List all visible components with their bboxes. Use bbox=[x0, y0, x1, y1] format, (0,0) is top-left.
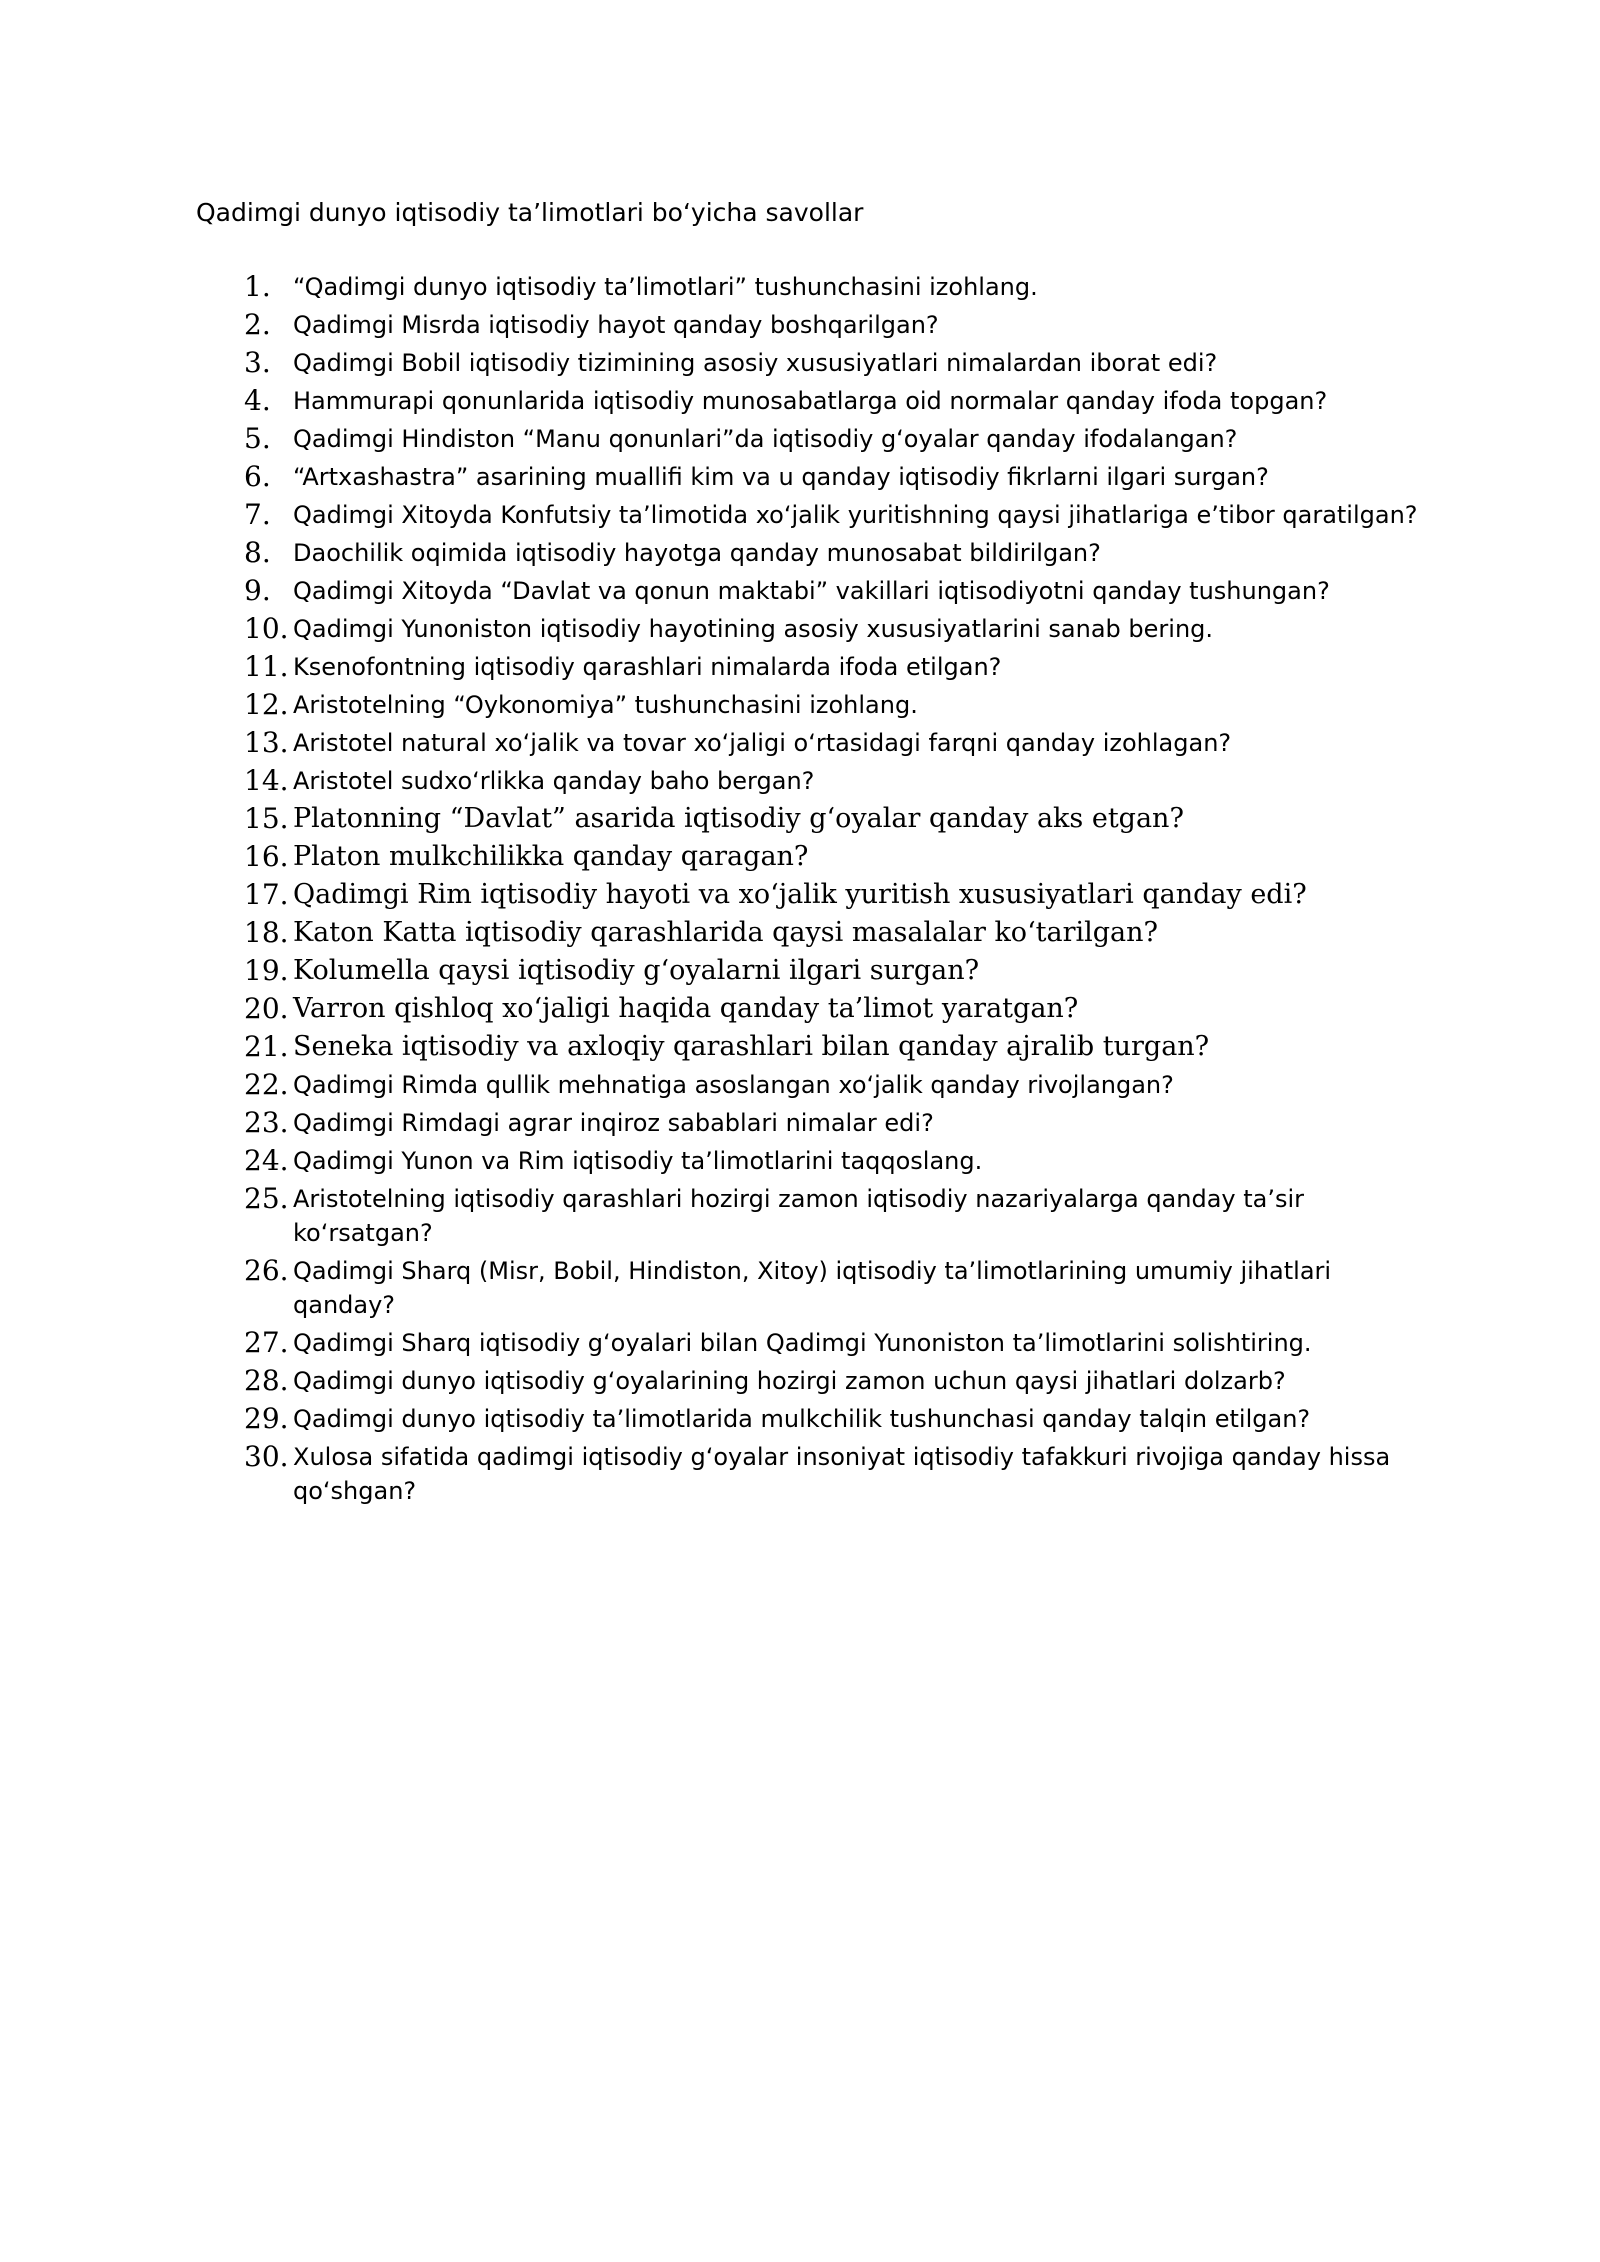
question-number: 15. bbox=[244, 802, 289, 835]
question-number: 26. bbox=[244, 1254, 289, 1287]
question-item bbox=[0, 1326, 1600, 1360]
question-text: Qadimgi Xitoyda Konfutsiy ta’limotida xo‘jalik yuritishning qaysi jihatlariga e’tibor qaratilgan? bbox=[293, 501, 1418, 529]
question-item bbox=[0, 764, 1600, 798]
question-text: Platon mulkchilikka qanday qaragan? bbox=[293, 841, 809, 872]
question-item bbox=[0, 1106, 1600, 1140]
question-text: Ksenofontning iqtisodiy qarashlari nimalarda ifoda etilgan? bbox=[293, 653, 1002, 681]
question-number: 17. bbox=[244, 878, 289, 911]
question-text: Aristotel sudxo‘rlikka qanday baho bergan? bbox=[293, 767, 815, 795]
question-number: 14. bbox=[244, 764, 289, 797]
question-text: Aristotel natural xo‘jalik va tovar xo‘jaligi o‘rtasidagi farqni qanday izohlagan? bbox=[293, 729, 1232, 757]
question-item bbox=[0, 650, 1600, 684]
question-number: 24. bbox=[244, 1144, 289, 1177]
question-item bbox=[0, 802, 1600, 836]
question-number: 20. bbox=[244, 992, 289, 1025]
question-item bbox=[0, 384, 1600, 418]
question-number: 7. bbox=[244, 498, 271, 531]
question-number: 3. bbox=[244, 346, 271, 379]
question-item bbox=[0, 1254, 1600, 1322]
question-text: Kolumella qaysi iqtisodiy g‘oyalarni ilgari surgan? bbox=[293, 955, 980, 986]
question-number: 25. bbox=[244, 1182, 289, 1215]
question-text: Xulosa sifatida qadimgi iqtisodiy g‘oyalar insoniyat iqtisodiy tafakkuri rivojiga qanday hissa qo‘shgan? bbox=[293, 1443, 1391, 1505]
question-text: Aristotelning “Oykonomiya” tushunchasini izohlang. bbox=[293, 691, 918, 719]
question-text: Qadimgi Rimda qullik mehnatiga asoslangan xo‘jalik qanday rivojlangan? bbox=[293, 1071, 1174, 1099]
question-item bbox=[0, 726, 1600, 760]
question-text: Katon Katta iqtisodiy qarashlarida qaysi masalalar ko‘tarilgan? bbox=[293, 917, 1159, 948]
question-item bbox=[0, 992, 1600, 1026]
question-item bbox=[0, 536, 1600, 570]
question-number: 27. bbox=[244, 1326, 289, 1359]
question-number: 23. bbox=[244, 1106, 289, 1139]
question-text: Qadimgi Yunon va Rim iqtisodiy ta’limotlarini taqqoslang. bbox=[293, 1147, 983, 1175]
question-number: 9. bbox=[244, 574, 271, 607]
question-list bbox=[0, 270, 1600, 1512]
question-number: 30. bbox=[244, 1440, 289, 1473]
question-text: Qadimgi Sharq (Misr, Bobil, Hindiston, Xitoy) iqtisodiy ta’limotlarining umumiy jihatlari qanday? bbox=[293, 1257, 1332, 1319]
question-text: “Artxashastra” asarining muallifi kim va u qanday iqtisodiy fikrlarni ilgari surgan? bbox=[293, 463, 1269, 491]
question-item bbox=[0, 574, 1600, 608]
question-item bbox=[0, 346, 1600, 380]
question-text: Qadimgi Hindiston “Manu qonunlari”da iqtisodiy g‘oyalar qanday ifodalangan? bbox=[293, 425, 1238, 453]
question-text: Qadimgi Misrda iqtisodiy hayot qanday boshqarilgan? bbox=[293, 311, 939, 339]
question-number: 4. bbox=[244, 384, 271, 417]
question-text: Platonning “Davlat” asarida iqtisodiy g‘oyalar qanday aks etgan? bbox=[293, 803, 1184, 834]
question-item bbox=[0, 422, 1600, 456]
question-text: Aristotelning iqtisodiy qarashlari hozirgi zamon iqtisodiy nazariyalarga qanday ta’sir ko‘rsatgan? bbox=[293, 1185, 1305, 1247]
question-item bbox=[0, 1030, 1600, 1064]
question-number: 29. bbox=[244, 1402, 289, 1435]
question-text: Varron qishloq xo‘jaligi haqida qanday ta’limot yaratgan? bbox=[293, 993, 1079, 1024]
question-item bbox=[0, 460, 1600, 494]
question-item bbox=[0, 270, 1600, 304]
question-number: 11. bbox=[244, 650, 289, 683]
question-text: Qadimgi Rimdagi agrar inqiroz sabablari nimalar edi? bbox=[293, 1109, 934, 1137]
question-item bbox=[0, 840, 1600, 874]
question-item bbox=[0, 1144, 1600, 1178]
question-number: 6. bbox=[244, 460, 271, 493]
question-number: 19. bbox=[244, 954, 289, 987]
question-number: 13. bbox=[244, 726, 289, 759]
question-item bbox=[0, 612, 1600, 646]
question-text: Seneka iqtisodiy va axloqiy qarashlari bilan qanday ajralib turgan? bbox=[293, 1031, 1210, 1062]
question-text: Hammurapi qonunlarida iqtisodiy munosabatlarga oid normalar qanday ifoda topgan? bbox=[293, 387, 1328, 415]
question-item bbox=[0, 308, 1600, 342]
question-item bbox=[0, 1364, 1600, 1398]
question-item bbox=[0, 688, 1600, 722]
question-number: 21. bbox=[244, 1030, 289, 1063]
question-number: 5. bbox=[244, 422, 271, 455]
question-item bbox=[0, 1402, 1600, 1436]
question-text: Qadimgi dunyo iqtisodiy ta’limotlarida mulkchilik tushunchasi qanday talqin etilgan? bbox=[293, 1405, 1311, 1433]
question-text: Qadimgi Yunoniston iqtisodiy hayotining asosiy xususiyatlarini sanab bering. bbox=[293, 615, 1214, 643]
question-text: “Qadimgi dunyo iqtisodiy ta’limotlari” tushunchasini izohlang. bbox=[293, 273, 1038, 301]
question-item bbox=[0, 954, 1600, 988]
question-number: 2. bbox=[244, 308, 271, 341]
question-number: 8. bbox=[244, 536, 271, 569]
question-item bbox=[0, 1440, 1600, 1508]
document-title: Qadimgi dunyo iqtisodiy ta’limotlari bo‘yicha savollar bbox=[196, 198, 864, 227]
question-number: 16. bbox=[244, 840, 289, 873]
question-item bbox=[0, 878, 1600, 912]
question-number: 18. bbox=[244, 916, 289, 949]
question-number: 12. bbox=[244, 688, 289, 721]
question-text: Daochilik oqimida iqtisodiy hayotga qanday munosabat bildirilgan? bbox=[293, 539, 1101, 567]
question-number: 1. bbox=[244, 270, 271, 303]
question-text: Qadimgi Bobil iqtisodiy tizimining asosiy xususiyatlari nimalardan iborat edi? bbox=[293, 349, 1218, 377]
question-number: 10. bbox=[244, 612, 289, 645]
question-item bbox=[0, 498, 1600, 532]
question-number: 28. bbox=[244, 1364, 289, 1397]
question-item bbox=[0, 916, 1600, 950]
question-text: Qadimgi dunyo iqtisodiy g‘oyalarining hozirgi zamon uchun qaysi jihatlari dolzarb? bbox=[293, 1367, 1286, 1395]
question-item bbox=[0, 1068, 1600, 1102]
question-item bbox=[0, 1182, 1600, 1250]
question-number: 22. bbox=[244, 1068, 289, 1101]
question-text: Qadimgi Xitoyda “Davlat va qonun maktabi” vakillari iqtisodiyotni qanday tushungan? bbox=[293, 577, 1330, 605]
question-text: Qadimgi Rim iqtisodiy hayoti va xo‘jalik yuritish xususiyatlari qanday edi? bbox=[293, 879, 1307, 910]
question-text: Qadimgi Sharq iqtisodiy g‘oyalari bilan Qadimgi Yunoniston ta’limotlarini solishtiring. bbox=[293, 1329, 1312, 1357]
